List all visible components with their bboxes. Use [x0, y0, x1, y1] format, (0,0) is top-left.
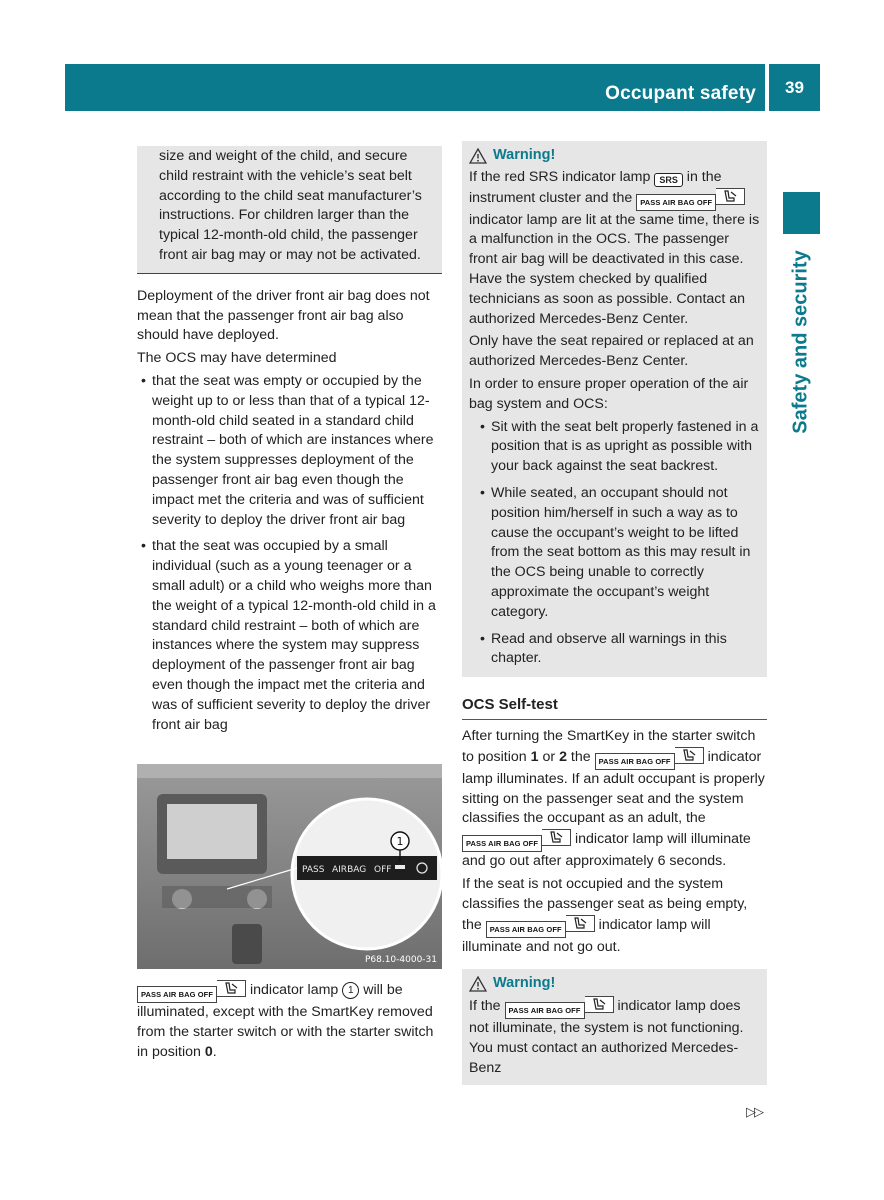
- list-item: • Read and observe all warnings in this chapter.: [476, 630, 760, 670]
- selftest-text-e: indicator lamp will illuminate and not go out.: [462, 916, 711, 955]
- passenger-seat-icon: [716, 188, 745, 205]
- warning-title: Warning!: [493, 147, 556, 163]
- warning1-ensure: In order to ensure proper operation of the air bag system and OCS:: [469, 375, 749, 412]
- section-title-ocs-self-test: OCS Self-test: [462, 695, 767, 720]
- side-tab-marker: [783, 192, 820, 234]
- caption-end: .: [212, 1043, 217, 1060]
- position-1: 1: [530, 748, 539, 765]
- continue-arrows: ▷▷: [746, 1104, 762, 1119]
- pass-airbag-off-badge: PASS AIR BAG OFF: [462, 835, 542, 852]
- list-item: • that the seat was empty or occupied by the weight up to or less than that of a typical 12-month-old child seated in a standard child restraint – both of which are instances where the system suppresses deployment of the passenger front air bag even though the impact met the criteria and was of sufficient severity to deploy the driver front air bag: [137, 372, 442, 530]
- console-illustration: [137, 764, 442, 969]
- list-item: • that the seat was occupied by a small individual (such as a young teenager or a small adult) or a child who weighs more than the weight of a typical 12-month-old child in a standard child restraint – both of which are instances where the system may suppress deployment of the passenger front air bag even though the impact met the criteria and was of sufficient severity to deploy the driver front air bag: [137, 537, 442, 735]
- photo-caption: [137, 980, 442, 1065]
- side-tab-label: Safety and security: [789, 250, 812, 434]
- photo-label-airbag: AIRBAG: [332, 865, 367, 875]
- passenger-seat-icon: [566, 915, 595, 932]
- pass-airbag-off-badge: PASS AIR BAG OFF: [595, 753, 675, 770]
- warning-box-2: [462, 969, 767, 1085]
- warning2-text-a: If the: [469, 998, 501, 1015]
- left-column: [137, 146, 442, 742]
- continued-text: size and weight of the child, and secure child restraint with the vehicle’s seat belt according to the child seat manufacturer’s instructions. For children larger than the typical 12-month-old child, the passenger front air bag may or may not be activated.: [159, 148, 422, 263]
- list-item: • While seated, an occupant should not position him/herself in such a way as to cause the occupant’s weight to be lifted from the seat bottom as this may result in the OCS being unable to correctly approximate the occupant’s weight category.: [476, 484, 760, 623]
- caption-callout: 1: [342, 982, 359, 999]
- warning1-repair: Only have the seat repaired or replaced at an authorized Mercedes-Benz Center.: [469, 333, 754, 370]
- selftest-text-a: After turning the SmartKey in the starter switch to position: [462, 727, 756, 765]
- passenger-seat-icon: [675, 747, 704, 764]
- photo-label-off: OFF: [374, 865, 392, 875]
- warning-heading: [469, 974, 760, 994]
- caption-position: 0: [204, 1043, 213, 1060]
- passenger-seat-icon: [542, 829, 571, 846]
- photo-callout-1: 1: [396, 835, 404, 848]
- list-item: • Sit with the seat belt properly fastened in a position that is as upright as possible with your back against the seat backrest.: [476, 418, 760, 477]
- warning1-text-c: indicator lamp are lit at the same time, there is a malfunction in the OCS. The passenger front air bag will be deactivated in this case. Have the system checked by qualified technicians as soon as possible. Contact an authorized Mercedes-Benz Center.: [469, 211, 760, 327]
- selftest-or: or: [542, 748, 556, 765]
- deployment-paragraph: Deployment of the driver front air bag does not mean that the passenger front air bag also should have deployed.: [137, 287, 430, 344]
- selftest-text-c: indicator lamp will illuminate and go out after approximately 6 seconds.: [462, 831, 751, 870]
- pass-airbag-off-badge: PASS AIR BAG OFF: [636, 194, 716, 211]
- warning-triangle-icon: [469, 976, 487, 992]
- position-2: 2: [559, 748, 567, 765]
- warning-title: Warning!: [493, 975, 556, 992]
- srs-indicator-badge: SRS: [654, 173, 683, 187]
- pass-airbag-off-badge: PASS AIR BAG OFF: [137, 986, 217, 1003]
- pass-airbag-off-badge: PASS AIR BAG OFF: [486, 921, 566, 938]
- continued-info-box: [137, 146, 442, 274]
- caption-part2: will be illuminated, except with the SmartKey removed from the starter switch or with the starter switch in position: [137, 982, 434, 1060]
- photo-label-pass: PASS: [302, 865, 325, 875]
- selftest-text-d: If the seat is not occupied and the system classifies the passenger seat as being empty, the: [462, 875, 748, 933]
- photo-code: P68.10-4000-31: [364, 955, 437, 965]
- right-column: [462, 141, 767, 1085]
- selftest-the: the: [570, 748, 591, 765]
- page-title: Occupant safety: [605, 83, 756, 104]
- warning-heading: [469, 146, 760, 166]
- warning2-text-b: indicator lamp does not illuminate, the system is not functioning. You must contact an authorized Mercedes-Benz: [469, 998, 744, 1076]
- warning-triangle-icon: [469, 148, 487, 164]
- console-photo: [137, 764, 442, 969]
- caption-part1: indicator lamp: [249, 982, 339, 998]
- passenger-seat-icon: [585, 996, 614, 1013]
- ocs-determined-paragraph: The OCS may have determined: [137, 350, 337, 367]
- selftest-text-b: indicator lamp illuminates. If an adult occupant is properly sitting on the passenger seat and the system classifies the occupant as an adult, the: [462, 748, 765, 827]
- warning-box-1: [462, 141, 767, 677]
- passenger-seat-icon: [217, 980, 246, 997]
- pass-airbag-off-badge: PASS AIR BAG OFF: [505, 1002, 585, 1019]
- warning1-text-a: If the red SRS indicator lamp: [469, 168, 651, 185]
- page-number: 39: [769, 64, 820, 111]
- warning1-text-b: in the instrument cluster and the: [469, 168, 722, 206]
